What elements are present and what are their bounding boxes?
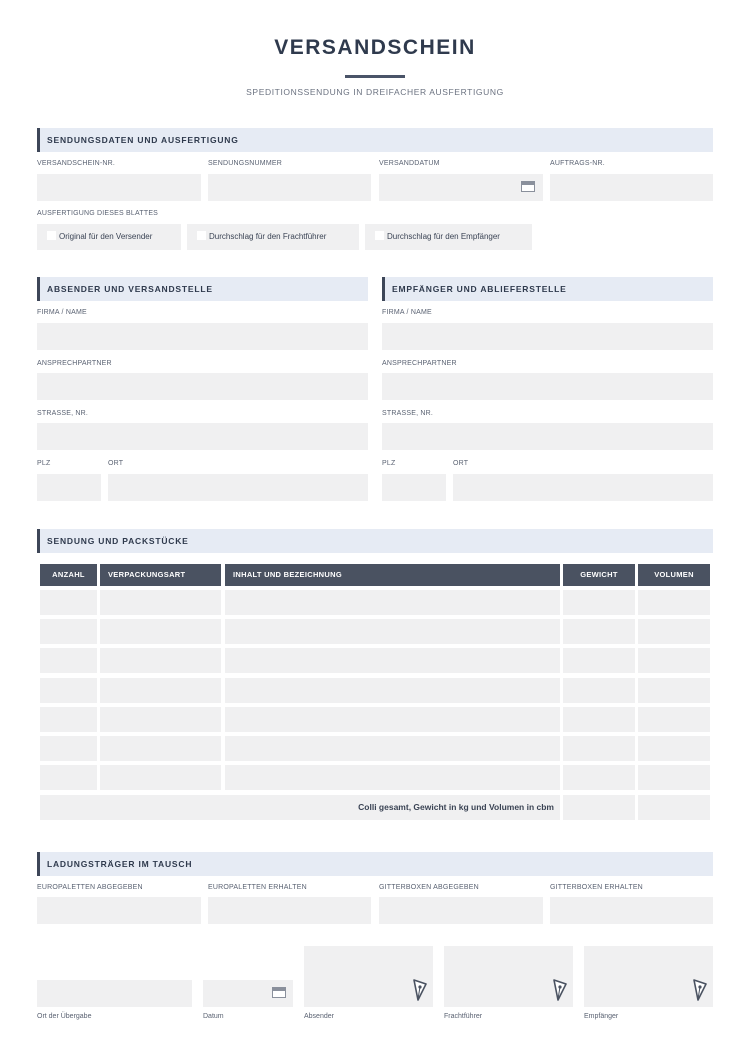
table-cell-anzahl[interactable]: [40, 590, 97, 615]
label-sender-strasse: STRASSE, NR.: [37, 410, 89, 417]
table-cell-inhalt[interactable]: [225, 619, 560, 644]
label-versandschein-nr: VERSANDSCHEIN-NR.: [37, 160, 116, 167]
box-given-field[interactable]: [379, 897, 543, 924]
label-empfaenger: Empfänger: [584, 1013, 619, 1020]
title-underline: [345, 75, 405, 78]
recipient-ort-field[interactable]: [453, 474, 713, 501]
table-cell-gewicht[interactable]: [563, 765, 635, 790]
section-heading-pallets: LADUNGSTRÄGER IM TAUSCH: [37, 852, 713, 876]
table-cell-anzahl[interactable]: [40, 619, 97, 644]
table-cell-inhalt[interactable]: [225, 590, 560, 615]
label-box-given: GITTERBOXEN ABGEGEBEN: [379, 884, 479, 891]
euro-given-field[interactable]: [37, 897, 201, 924]
pen-nib-icon: [693, 979, 707, 1001]
label-recipient-plz: PLZ: [382, 460, 396, 467]
label-ort-uebergabe: Ort der Übergabe: [37, 1013, 92, 1020]
table-cell-volumen[interactable]: [638, 678, 710, 703]
label-euro-received: EUROPALETTEN ERHALTEN: [208, 884, 307, 891]
table-cell-anzahl[interactable]: [40, 765, 97, 790]
sender-plz-field[interactable]: [37, 474, 101, 501]
label-recipient-ansprechpartner: ANSPRECHPARTNER: [382, 360, 457, 367]
table-cell-inhalt[interactable]: [225, 678, 560, 703]
label-recipient-firma: FIRMA / NAME: [382, 309, 432, 316]
sendungsnummer-field[interactable]: [208, 174, 371, 201]
column-header-gewicht: GEWICHT: [563, 564, 635, 586]
label-sendungsnummer: SENDUNGSNUMMER: [208, 160, 282, 167]
checkbox[interactable]: [47, 231, 56, 240]
signature-frachtfuehrer[interactable]: [444, 946, 573, 1007]
recipient-ansprechpartner-field[interactable]: [382, 373, 713, 400]
table-cell-verpackungsart[interactable]: [100, 765, 221, 790]
table-cell-verpackungsart[interactable]: [100, 590, 221, 615]
label-datum: Datum: [203, 1013, 224, 1020]
table-cell-gewicht[interactable]: [563, 590, 635, 615]
table-cell-inhalt[interactable]: [225, 648, 560, 673]
table-cell-anzahl[interactable]: [40, 678, 97, 703]
column-header-volumen: VOLUMEN: [638, 564, 710, 586]
table-cell-inhalt[interactable]: [225, 736, 560, 761]
table-cell-anzahl[interactable]: [40, 736, 97, 761]
euro-received-field[interactable]: [208, 897, 371, 924]
column-header-inhalt: INHALT UND BEZEICHNUNG: [225, 564, 560, 586]
label-absender: Absender: [304, 1013, 334, 1020]
sender-ort-field[interactable]: [108, 474, 368, 501]
label-sender-ansprechpartner: ANSPRECHPARTNER: [37, 360, 112, 367]
ort-uebergabe-field[interactable]: [37, 980, 192, 1007]
recipient-strasse-field[interactable]: [382, 423, 713, 450]
table-cell-volumen[interactable]: [638, 765, 710, 790]
auftrags-nr-field[interactable]: [550, 174, 713, 201]
table-cell-inhalt[interactable]: [225, 707, 560, 732]
versanddatum-field[interactable]: [379, 174, 543, 201]
total-label: Colli gesamt, Gewicht in kg und Volumen in cbm: [40, 795, 560, 820]
section-heading-shipment: SENDUNGSDATEN UND AUSFERTIGUNG: [37, 128, 713, 152]
copy-option-label: Original für den Versender: [59, 232, 153, 241]
table-cell-verpackungsart[interactable]: [100, 619, 221, 644]
sender-ansprechpartner-field[interactable]: [37, 373, 368, 400]
pen-nib-icon: [553, 979, 567, 1001]
versandschein-nr-field[interactable]: [37, 174, 201, 201]
label-box-received: GITTERBOXEN ERHALTEN: [550, 884, 643, 891]
copy-option-label: Durchschlag für den Empfänger: [387, 232, 500, 241]
section-heading-recipient: EMPFÄNGER UND ABLIEFERSTELLE: [382, 277, 713, 301]
checkbox[interactable]: [375, 231, 384, 240]
section-heading-sender: ABSENDER UND VERSANDSTELLE: [37, 277, 368, 301]
table-cell-gewicht[interactable]: [563, 678, 635, 703]
label-versanddatum: VERSANDDATUM: [379, 160, 440, 167]
table-cell-gewicht[interactable]: [563, 707, 635, 732]
label-recipient-strasse: STRASSE, NR.: [382, 410, 434, 417]
box-received-field[interactable]: [550, 897, 713, 924]
recipient-firma-field[interactable]: [382, 323, 713, 350]
copy-option-label: Durchschlag für den Frachtführer: [209, 232, 327, 241]
table-cell-inhalt[interactable]: [225, 765, 560, 790]
copy-option-empfaenger[interactable]: [365, 224, 532, 250]
table-cell-volumen[interactable]: [638, 707, 710, 732]
label-euro-given: EUROPALETTEN ABGEGEBEN: [37, 884, 143, 891]
label-frachtfuehrer: Frachtführer: [444, 1013, 483, 1020]
page-title: VERSANDSCHEIN: [274, 36, 476, 59]
label-recipient-ort: ORT: [453, 460, 469, 467]
calendar-icon[interactable]: [272, 987, 286, 998]
signature-empfaenger[interactable]: [584, 946, 713, 1007]
table-cell-verpackungsart[interactable]: [100, 648, 221, 673]
label-ausfertigung: AUSFERTIGUNG DIESES BLATTES: [37, 210, 159, 217]
copy-option-original[interactable]: [37, 224, 181, 250]
table-cell-volumen[interactable]: [638, 648, 710, 673]
label-sender-ort: ORT: [108, 460, 124, 467]
signature-absender[interactable]: [304, 946, 433, 1007]
label-sender-firma: FIRMA / NAME: [37, 309, 87, 316]
label-sender-plz: PLZ: [37, 460, 51, 467]
table-cell-verpackungsart[interactable]: [100, 707, 221, 732]
pen-nib-icon: [413, 979, 427, 1001]
table-cell-anzahl[interactable]: [40, 707, 97, 732]
section-heading-packages: SENDUNG UND PACKSTÜCKE: [37, 529, 713, 553]
table-cell-gewicht[interactable]: [563, 736, 635, 761]
table-cell-volumen[interactable]: [638, 590, 710, 615]
table-cell-volumen[interactable]: [638, 736, 710, 761]
table-cell-gewicht[interactable]: [563, 619, 635, 644]
copy-option-frachtfuehrer[interactable]: [187, 224, 359, 250]
recipient-plz-field[interactable]: [382, 474, 446, 501]
sender-firma-field[interactable]: [37, 323, 368, 350]
table-cell-verpackungsart[interactable]: [100, 678, 221, 703]
table-cell-gewicht[interactable]: [563, 648, 635, 673]
sender-strasse-field[interactable]: [37, 423, 368, 450]
calendar-icon[interactable]: [521, 181, 535, 192]
table-cell-verpackungsart[interactable]: [100, 736, 221, 761]
total-weight-field[interactable]: [563, 795, 635, 820]
checkbox[interactable]: [197, 231, 206, 240]
column-header-verpackungsart: VERPACKUNGSART: [100, 564, 221, 586]
label-auftrags-nr: AUFTRAGS-NR.: [550, 160, 605, 167]
page-subtitle: SPEDITIONSSENDUNG IN DREIFACHER AUSFERTIGUNG: [246, 87, 504, 97]
table-cell-anzahl[interactable]: [40, 648, 97, 673]
table-cell-volumen[interactable]: [638, 619, 710, 644]
column-header-anzahl: ANZAHL: [40, 564, 97, 586]
total-volume-field[interactable]: [638, 795, 710, 820]
